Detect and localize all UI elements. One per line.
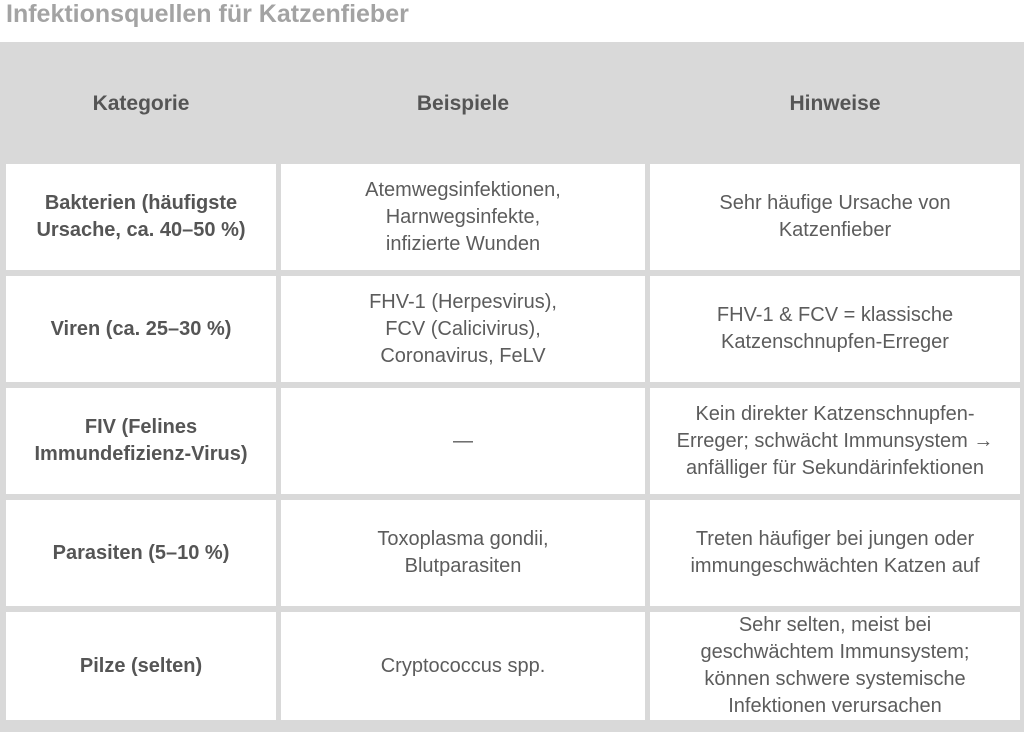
row-pilze-hinweise: Sehr selten, meist bei geschwächtem Immunsystem; können schwere systemische Infektionen verursachen bbox=[650, 612, 1020, 720]
row-pilze-beispiele: Cryptococcus spp. bbox=[281, 612, 645, 720]
header-beispiele: Beispiele bbox=[281, 48, 645, 158]
row-parasiten-hinweise: Treten häufiger bei jungen oder immungeschwächten Katzen auf bbox=[650, 500, 1020, 606]
row-parasiten-kategorie: Parasiten (5–10 %) bbox=[6, 500, 276, 606]
table-grid bbox=[6, 48, 1024, 732]
header-kategorie: Kategorie bbox=[6, 48, 276, 158]
row-fiv-kategorie: FIV (Felines Immundefizienz-Virus) bbox=[6, 388, 276, 494]
row-fiv-beispiele: — bbox=[281, 388, 645, 494]
row-pilze-kategorie: Pilze (selten) bbox=[6, 612, 276, 720]
row-viren-beispiele: FHV-1 (Herpesvirus), FCV (Calicivirus), Coronavirus, FeLV bbox=[281, 276, 645, 382]
row-viren-hinweise: FHV-1 & FCV = klassische Katzenschnupfen-Erreger bbox=[650, 276, 1020, 382]
row-bakterien-beispiele: Atemwegsinfektionen, Harnwegsinfekte, infizierte Wunden bbox=[281, 164, 645, 270]
row-fiv-hinweise: Kein direkter Katzenschnupfen- Erreger; schwächt Immunsystem → anfälliger für Sekundärinfektionen bbox=[650, 388, 1020, 494]
row-viren-kategorie: Viren (ca. 25–30 %) bbox=[6, 276, 276, 382]
row-bakterien-kategorie: Bakterien (häufigste Ursache, ca. 40–50 %) bbox=[6, 164, 276, 270]
infection-sources-table bbox=[0, 42, 1024, 732]
page-title: Infektionsquellen für Katzenfieber bbox=[6, 0, 409, 28]
row-bakterien-hinweise: Sehr häufige Ursache von Katzenfieber bbox=[650, 164, 1020, 270]
row-parasiten-beispiele: Toxoplasma gondii, Blutparasiten bbox=[281, 500, 645, 606]
header-hinweise: Hinweise bbox=[650, 48, 1020, 158]
